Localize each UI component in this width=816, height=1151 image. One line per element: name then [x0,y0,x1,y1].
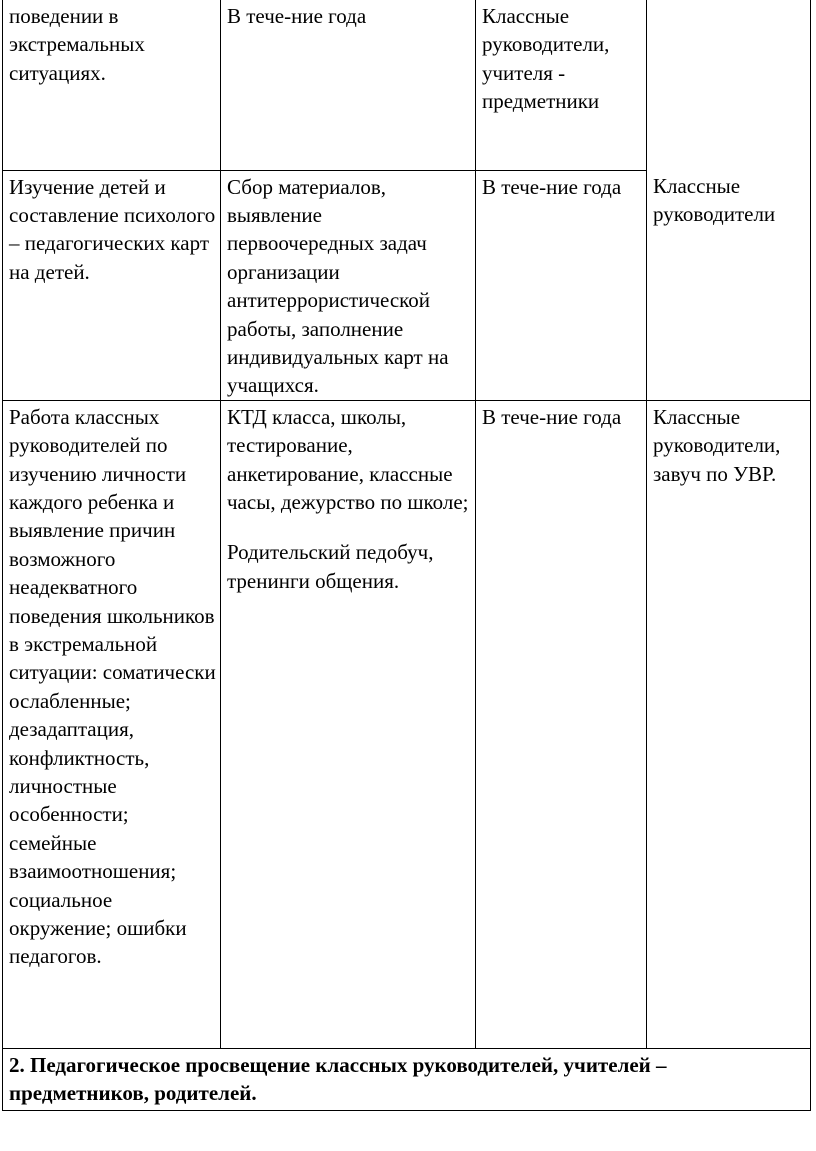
deadline-cell [476,170,647,400]
responsible-cell [647,400,811,1048]
content-text: Сбор материалов, выявление первоочередных задач организации антитеррористической работы, заполнение индивидуальных карт на учащихся. [227,174,449,398]
content-text: КТД класса, школы, тестирование, анкетирование, классные часы, дежурство по школе; [227,404,469,514]
table-row [3,170,811,400]
responsible-text: Классные руководители [653,174,776,227]
activity-cell [3,170,221,400]
deadline-text: В тече-ние года [482,174,622,199]
activity-text: Изучение детей и составление психолого – педагогических карт на детей. [9,174,216,284]
responsible-cell [647,0,811,170]
table-row [3,400,811,1048]
table-row [3,1048,811,1110]
content-cell [221,400,476,1048]
content-cell [221,170,476,400]
deadline-text: Классные руководители, учителя - предметники [482,4,610,114]
activity-text: поведении в экстремальных ситуациях. [9,4,145,85]
content-cell [221,0,476,170]
section-heading-cell [3,1048,811,1110]
plan-table [2,0,811,1111]
table-row [3,0,811,170]
deadline-cell [476,0,647,170]
section-heading: 2. Педагогическое просвещение классных руководителей, учителей – предметников, родителей. [9,1052,667,1106]
activity-cell [3,0,221,170]
deadline-cell [476,400,647,1048]
activity-cell [3,400,221,1048]
responsible-text: Классные руководители, завуч по УВР. [653,404,781,486]
activity-text: Работа классных руководителей по изучению личности каждого ребенка и выявление причин возможного неадекватного поведения школьников в экстремальной ситуации: соматически ослабленные; дезадаптация, конфликтность, личностные особенности; семейные взаимоотношения; социальное окружение; ошибки педагогов. [9,404,216,969]
responsible-cell [647,170,811,400]
content-text-second: Родительский педобуч, тренинги общения. [227,540,434,593]
deadline-text: В тече-ние года [482,404,622,429]
content-text: В тече-ние года [227,4,367,28]
